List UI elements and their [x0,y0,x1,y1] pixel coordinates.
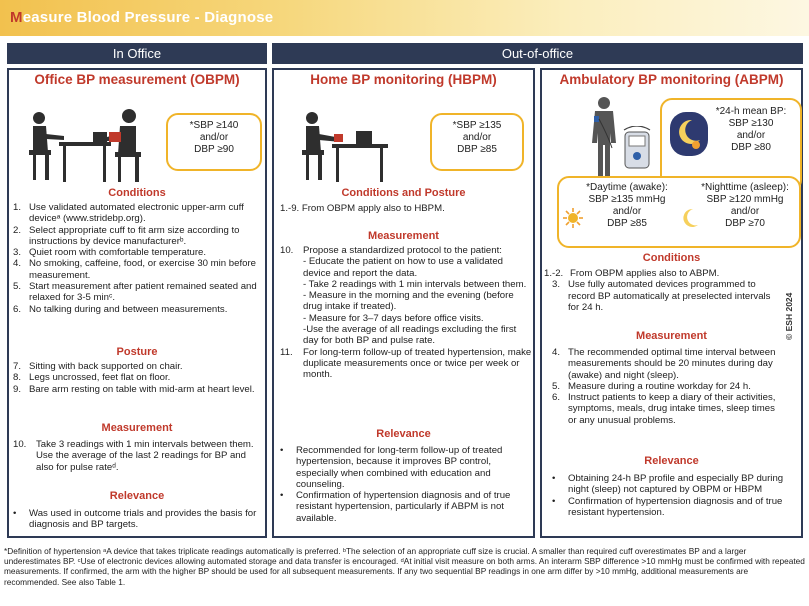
obpm-measurement-heading: Measurement [101,422,173,434]
list-item: • Confirmation of hypertension diagnosis and of true resistant hypertension, particularly if ABPM is not available. [280,490,511,524]
list-item: • Confirmation of hypertension diagnosis and of true resistant hypertension. [552,495,783,518]
abpm-patient-icon [588,96,620,182]
obpm-conditions-list [13,202,263,315]
page-title [10,9,273,26]
obpm-conditions-heading: Conditions [108,187,166,199]
list-item: 11. For long-term follow-up of treated hypertension, make duplicate measurements once or twice per week or month. [280,346,532,381]
header-in-office: In Office [7,43,267,64]
obpm-threshold-andor: and/or [199,132,229,143]
abpm-device-icon [622,126,652,170]
obpm-posture-heading: Posture [116,346,158,358]
abpm-title: Ambulatory BP monitoring (ABPM) [559,72,784,87]
hbpm-measurement-heading: Measurement [368,230,439,242]
list-item: 5. Measure during a routine workday for 24 h. [552,380,751,392]
list-item: 9. Bare arm resting on table with mid-arm at heart level. [13,383,255,395]
header-out-of-office: Out-of-office [272,43,803,64]
list-item: • Was used in outcome trials and provides the basis for diagnosis and BP targets. [13,508,257,531]
abpm-conditions-list [544,268,784,313]
hbpm-conditions-text: 1.-9. From OBPM apply also to HBPM. [280,203,445,214]
title-rest: easure Blood Pressure - Diagnose [22,9,274,26]
list-item: 3. Use fully automated devices programmed to record BP automatically at preselected intervals for 24 h. [552,279,771,313]
obpm-threshold-box [166,113,262,171]
abpm-relevance-heading: Relevance [644,455,699,467]
obpm-threshold-sbp: *SBP ≥140 [189,120,239,131]
list-item: • Obtaining 24-h BP profile and especially BP during night (sleep) not captured by OBPM or HBPM [552,473,784,496]
list-item: 6. Instruct patients to keep a diary of their activities, symptoms, meals, drug intake times, sleep times or any unusual problems. [552,392,776,426]
hbpm-threshold-dbp: DBP ≥85 [457,144,497,155]
abpm-nighttime-text: *Nighttime (asleep): SBP ≥120 mmHg and/or DBP ≥70 [701,182,789,229]
abpm-daytime-text: *Daytime (awake): SBP ≥135 mmHg and/or DBP ≥85 [586,182,668,229]
hbpm-threshold-andor: and/or [462,132,492,143]
panel-hbpm [272,68,535,538]
hbpm-measurement-list [280,245,532,381]
abpm-day-night-box [557,176,801,248]
list-item: 8. Legs uncrossed, feet flat on floor. [13,372,171,384]
obpm-title: Office BP measurement (OBPM) [34,72,240,87]
list-item: 1.-2. From OBPM applies also to ABPM. [544,268,720,279]
list-item: 4. No smoking, caffeine, food, or exercise 30 min before measurement. [13,258,256,281]
hbpm-threshold-box [430,113,524,171]
abpm-relevance-list [552,473,784,518]
panel-abpm [540,68,803,538]
footnotes: *Definition of hypertension ᵃA device that takes triplicate readings automatically is preferred. ᵇThe selection of an appropriate cuff size is crucial. A smaller than required cuff overestimates BP and a larger underestimates BP. ᶜUse of electronic devices allowing automated storage and data transfer is encouraged. ᵈAt initial visit measure on both arms. An interarm SBP difference >10 mmHg must be confirmed with repeated measurements. If confirmed, the arm with the higher BP should be used for all subsequent measurements. If any two sequential BP readings in one arm differ by >10 mmHg, additional measurements are recommended. See also Table 1. [4,546,805,587]
list-item: 2. Select appropriate cuff to fit arm size according to instructions by device manufacturerᵇ. [13,224,240,247]
list-item: 7. Sitting with back supported on chair. [13,361,183,372]
list-item: 6. No talking during and between measurements. [13,303,228,315]
abpm-conditions-heading: Conditions [642,252,701,264]
hbpm-threshold-sbp: *SBP ≥135 [452,120,502,131]
list-item: 10. Propose a standardized protocol to the patient: - Educate the patient on how to use a validated device and report the data. - Take 2 readings with 1 min intervals between them. - Measure in the morning and the evening (before drug intake if treated). - Measure for 3–7 days before office visits. -Use the average of all readings excluding the first day for both BP and pulse rate. [280,245,527,347]
copyright-label: © ESH 2024 [784,292,794,340]
hbpm-title: Home BP monitoring (HBPM) [310,72,497,87]
moon-icon [670,112,708,156]
obpm-posture-list [13,361,263,395]
list-item: • Recommended for long-term follow-up of treated hypertension, because it improves BP control, especially when combined with education and counseling. [280,445,503,490]
list-item: 1. Use validated automated electronic upper-arm cuff deviceᵃ (www.stridebp.org). [13,202,244,225]
title-bar [0,0,809,36]
panel-obpm [7,68,267,538]
title-first-letter: M [10,9,23,26]
list-item: 4. The recommended optimal time interval between measurements should be 20 minutes during day (awake) and night (sleep). [552,347,776,381]
office-scene-icon [23,104,151,186]
hbpm-conditions-heading: Conditions and Posture [341,187,466,199]
list-item: 10. Take 3 readings with 1 min intervals between them. Use the average of the last 2 readings for BP and also for pulse rateᵈ. [13,439,254,473]
hbpm-relevance-list [280,445,532,524]
obpm-measurement-list [13,439,263,473]
abpm-measurement-heading: Measurement [636,330,707,342]
list-item: 3. Quiet room with comfortable temperature. [13,247,207,259]
obpm-relevance-heading: Relevance [109,490,165,502]
list-item: 5. Start measurement after patient remained seated and relaxed for 3-5 minᶜ. [13,281,257,304]
obpm-threshold-dbp: DBP ≥90 [194,144,234,155]
home-scene-icon [294,104,394,186]
abpm-24h-text: *24-h mean BP: SBP ≥130 and/or DBP ≥80 [715,106,787,153]
hbpm-relevance-heading: Relevance [376,428,431,440]
abpm-measurement-list [552,347,784,426]
obpm-relevance-list [13,508,263,531]
